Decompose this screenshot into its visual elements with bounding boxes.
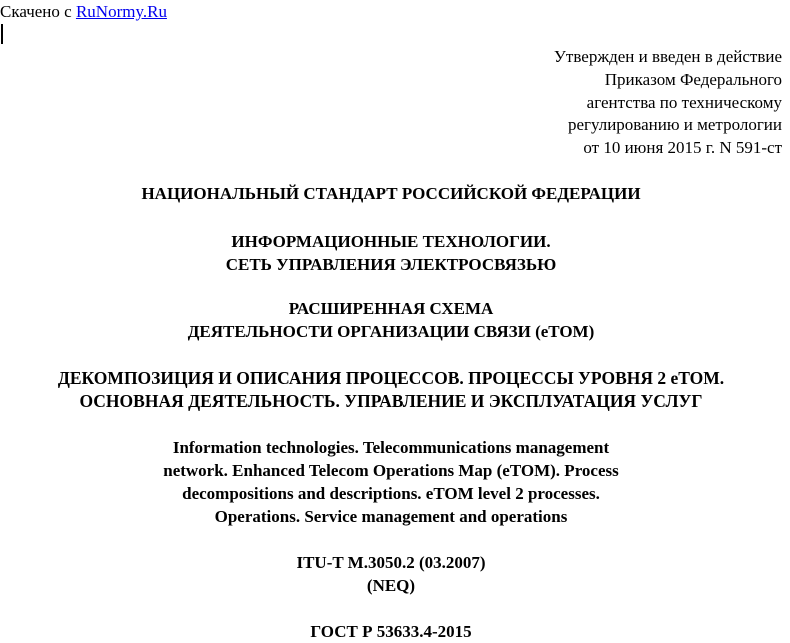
heading-line: (NEQ) (366, 576, 416, 595)
heading-line: НАЦИОНАЛЬНЫЙ СТАНДАРТ РОССИЙСКОЙ ФЕДЕРАЦИИ (141, 184, 641, 203)
source-link[interactable]: RuNormy.Ru (75, 2, 167, 21)
itu-reference (0, 551, 782, 597)
it-title (0, 230, 782, 276)
approval-line: от 10 июня 2015 г. N 591-ст (583, 138, 782, 158)
source-line (0, 2, 167, 22)
text-cursor (1, 24, 3, 44)
heading-line: СЕТЬ УПРАВЛЕНИЯ ЭЛЕКТРОСВЯЗЬЮ (225, 255, 557, 274)
heading-line: ДЕКОМПОЗИЦИЯ И ОПИСАНИЯ ПРОЦЕССОВ. ПРОЦЕССЫ УРОВНЯ 2 eTOM. (57, 368, 725, 388)
heading-line: ITU-T M.3050.2 (03.2007) (296, 553, 486, 572)
heading-line: Information technologies. Telecommunications management (172, 438, 610, 457)
approval-line: регулированию и метрологии (567, 115, 782, 135)
heading-line: network. Enhanced Telecom Operations Map (eTOM). Process (163, 461, 619, 480)
english-title (0, 436, 782, 528)
approval-line: Приказом Федерального (604, 69, 782, 89)
approval-line: агентства по техническому (586, 92, 782, 112)
heading-line: decompositions and descriptions. eTOM level 2 processes. (182, 484, 600, 503)
approval-line: Утвержден и введен в действие (553, 47, 782, 66)
approval-block (554, 46, 782, 160)
heading-line: ИНФОРМАЦИОННЫЕ ТЕХНОЛОГИИ. (231, 232, 551, 251)
decomposition-title (0, 367, 782, 413)
heading-line: РАСШИРЕННАЯ СХЕМА (288, 299, 494, 318)
national-standard-heading (0, 182, 782, 205)
heading-line: ОСНОВНАЯ ДЕЯТЕЛЬНОСТЬ. УПРАВЛЕНИЕ И ЭКСПЛУАТАЦИЯ УСЛУГ (79, 391, 703, 411)
etom-title (0, 297, 782, 343)
heading-line: Operations. Service management and operations (214, 507, 568, 526)
heading-line: ДЕЯТЕЛЬНОСТИ ОРГАНИЗАЦИИ СВЯЗИ (eTOM) (187, 322, 595, 341)
heading-line: ГОСТ Р 53633.4-2015 (310, 622, 472, 641)
source-prefix: Скачено с (0, 2, 76, 21)
